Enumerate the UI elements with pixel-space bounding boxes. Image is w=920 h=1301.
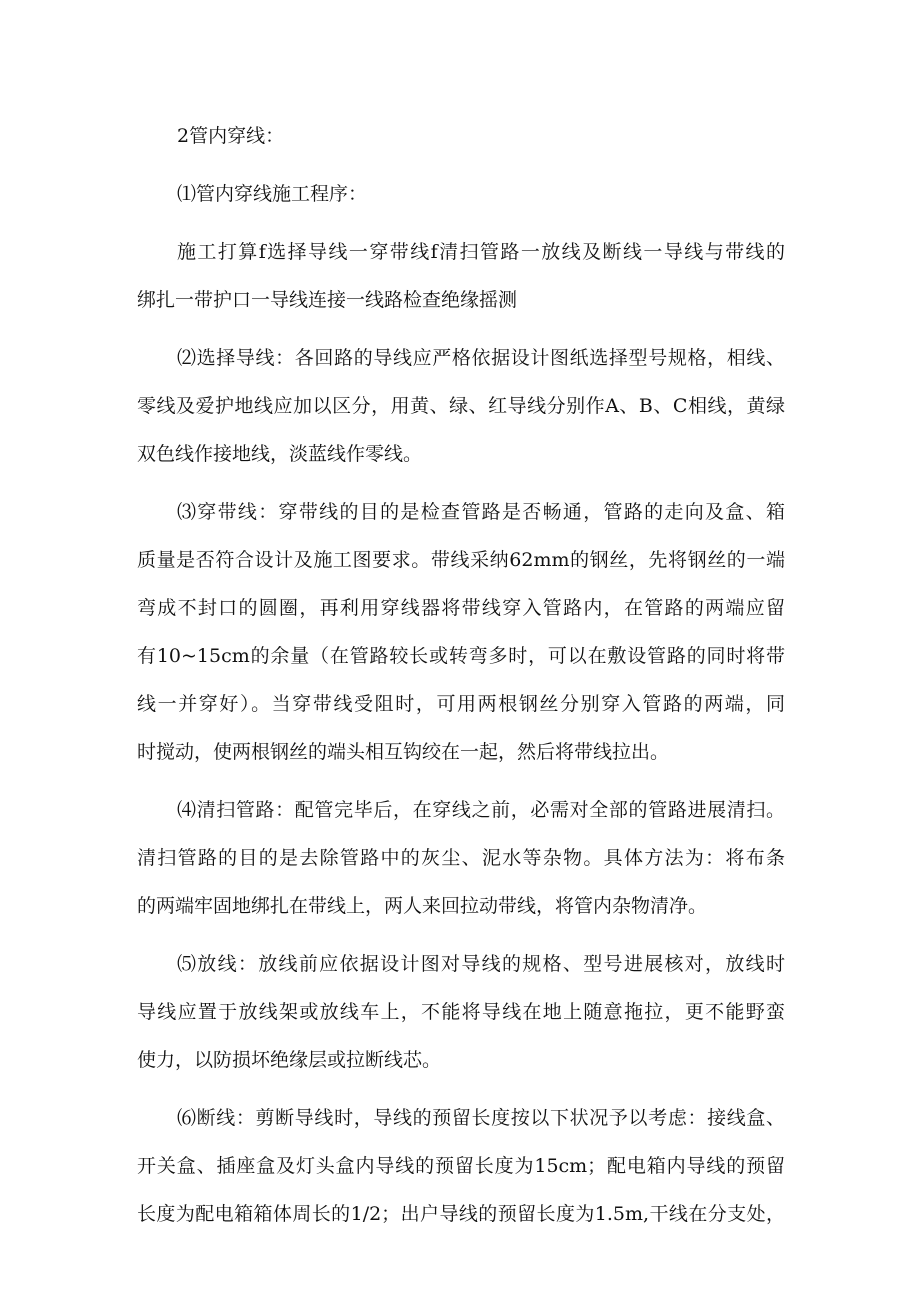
- paragraph-line: ⑹断线：剪断导线时，导线的预留长度按以下状况予以考虑：接线盒、: [177, 1107, 785, 1129]
- paragraph-line: 使力，以防损坏绝缘层或拉断线芯。: [137, 1049, 442, 1071]
- paragraph-pull-wire: [137, 488, 785, 776]
- paragraph-select-conductors: [137, 334, 785, 478]
- paragraph-line: 长度为配电箱箱体周长的1/2；出户导线的预留长度为1.5m,干线在分支处，: [137, 1203, 785, 1225]
- paragraph-line: 时搅动，使两根钢丝的端头相互钩绞在一起，然后将带线拉出。: [137, 741, 670, 763]
- paragraph-line: 的两端牢固地绑扎在带线上，两人来回拉动带线，将管内杂物清净。: [137, 895, 708, 917]
- paragraph-wiring-procedure-title: [137, 170, 785, 218]
- section-heading: 2管内穿线：: [177, 125, 285, 147]
- document-body: [137, 112, 785, 1238]
- paragraph-line: ⑶穿带线：穿带线的目的是检查管路是否畅通，管路的走向及盒、箱: [177, 501, 785, 523]
- paragraph-line: 开关盒、插座盒及灯头盒内导线的预留长度为15cm；配电箱内导线的预留: [137, 1155, 785, 1177]
- paragraph-cut-wire: [137, 1094, 785, 1238]
- paragraph-wiring-procedure-steps: [137, 228, 785, 324]
- paragraph-line: 弯成不封口的圆圈，再利用穿线器将带线穿入管路内，在管路的两端应留: [137, 597, 785, 619]
- paragraph-line: 双色线作接地线，淡蓝线作零线。: [137, 443, 423, 465]
- paragraph-line: 导线应置于放线架或放线车上，不能将导线在地上随意拖拉，更不能野蛮: [137, 1001, 785, 1023]
- paragraph-pay-out-wire: [137, 940, 785, 1084]
- paragraph-line: ⑷清扫管路：配管完毕后，在穿线之前，必需对全部的管路进展清扫。: [177, 799, 785, 821]
- paragraph-clean-conduit: [137, 786, 785, 930]
- paragraph-line: ⑴管内穿线施工程序：: [177, 183, 368, 205]
- paragraph-line: 线一并穿好）。当穿带线受阻时，可用两根钢丝分别穿入管路的两端，同: [137, 693, 785, 715]
- paragraph-line: 施工打算f选择导线一穿带线f清扫管路一放线及断线一导线与带线的: [177, 241, 785, 263]
- paragraph-line: 清扫管路的目的是去除管路中的灰尘、泥水等杂物。具体方法为：将布条: [137, 847, 785, 869]
- paragraph-line: 有10~15cm的余量（在管路较长或转弯多时，可以在敷设管路的同时将带: [137, 645, 785, 667]
- paragraph-line: 质量是否符合设计及施工图要求。带线采纳62mm的钢丝，先将钢丝的一端: [137, 549, 785, 571]
- paragraph-line: 零线及爱护地线应加以区分，用黄、绿、红导线分别作A、B、C相线，黄绿: [137, 395, 785, 417]
- paragraph-line: 绑扎一带护口一导线连接一线路检查绝缘摇测: [137, 289, 518, 311]
- paragraph-line: ⑸放线：放线前应依据设计图对导线的规格、型号进展核对，放线时: [177, 953, 785, 975]
- paragraph-line: ⑵选择导线：各回路的导线应严格依据设计图纸选择型号规格，相线、: [177, 347, 785, 369]
